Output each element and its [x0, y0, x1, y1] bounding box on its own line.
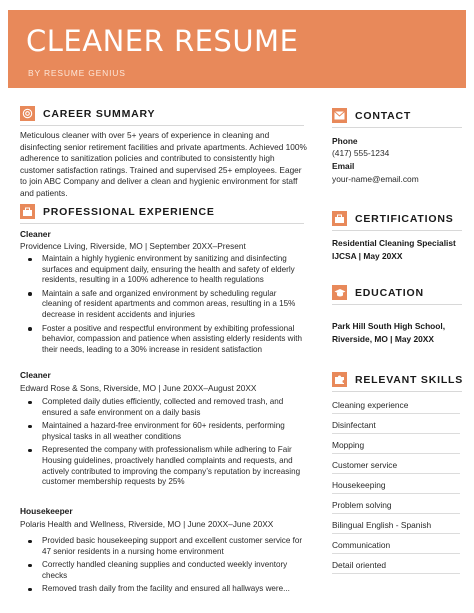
- job-bullets: [20, 536, 306, 598]
- job-title: Cleaner: [20, 370, 51, 380]
- envelope-icon: [332, 108, 347, 123]
- skill-divider: [332, 453, 460, 454]
- divider: [332, 391, 462, 392]
- skill-divider: [332, 413, 460, 414]
- skill-divider: [332, 493, 460, 494]
- skill-divider: [332, 553, 460, 554]
- phone-value: (417) 555-1234: [332, 148, 390, 158]
- divider: [20, 125, 304, 126]
- education-heading: [332, 285, 424, 300]
- education-title: EDUCATION: [355, 286, 424, 299]
- list-item: Removed trash daily from the facility and ensured all hallways were...: [20, 584, 306, 595]
- job-meta: Polaris Health and Wellness, Riverside, MO | June 20XX–June 20XX: [20, 519, 274, 529]
- certifications-title: CERTIFICATIONS: [355, 212, 454, 225]
- resume-header: [8, 10, 466, 88]
- divider: [332, 230, 462, 231]
- email-label: Email: [332, 161, 355, 171]
- skill-divider: [332, 513, 460, 514]
- skill-divider: [332, 473, 460, 474]
- skills-title: RELEVANT SKILLS: [355, 373, 464, 386]
- job-bullets: [20, 254, 306, 358]
- puzzle-icon: [332, 372, 347, 387]
- contact-heading: [332, 108, 411, 123]
- job-title: Housekeeper: [20, 506, 73, 516]
- career-summary-heading: [20, 106, 155, 121]
- resume-subtitle: BY RESUME GENIUS: [28, 68, 126, 78]
- divider: [20, 223, 304, 224]
- email-value: your-name@email.com: [332, 174, 419, 184]
- divider: [332, 127, 462, 128]
- list-item: Provided basic housekeeping support and excellent customer service for 47 senior residents in a nursing home environment: [20, 536, 306, 557]
- job-bullets: [20, 397, 306, 491]
- list-item: Represented the company with professionalism while adhering to Fair Housing guidelines, proactively handled complaints and requests, and actively contributed to improving the company’s reputation by increasing customer membership requests by 25%: [20, 445, 306, 487]
- list-item: Correctly handled cleaning supplies and conducted weekly inventory checks: [20, 560, 306, 581]
- briefcase-icon: [332, 211, 347, 226]
- skill-divider: [332, 573, 460, 574]
- skill-item: Cleaning experience: [332, 400, 409, 410]
- skill-item: Detail oriented: [332, 560, 387, 570]
- career-summary-text: Meticulous cleaner with over 5+ years of experience in cleaning and disinfecting senior retirement facilities and private apartments. Achieved 100% adherence to sanitization policies and contributed to consistently high customer satisfaction ratings. Trained and supervised 25+ employees. Eager to join ABC Company and deliver a clean and hygienic environment for staff and patients.: [20, 130, 307, 198]
- resume-title: CLEANER RESUME: [26, 24, 299, 58]
- certification-item: Residential Cleaning Specialist IJCSA | May 20XX: [332, 238, 456, 261]
- list-item: Maintain a safe and organized environment by scheduling regular cleaning of resident apartments and common areas, resulting in a 15% decrease in resident accidents and injuries: [20, 289, 306, 321]
- job-meta: Providence Living, Riverside, MO | September 20XX–Present: [20, 241, 246, 251]
- divider: [332, 304, 462, 305]
- graduation-cap-icon: [332, 285, 347, 300]
- experience-title: PROFESSIONAL EXPERIENCE: [43, 205, 215, 218]
- job-title: Cleaner: [20, 229, 51, 239]
- job-meta: Edward Rose & Sons, Riverside, MO | June 20XX–August 20XX: [20, 383, 257, 393]
- list-item: Foster a positive and respectful environment by exhibiting professional behavior, compassion and patience when assisting elderly residents with their needs, leading to a 30% increase in resident satisfaction: [20, 324, 306, 356]
- skill-divider: [332, 433, 460, 434]
- briefcase-icon: [20, 204, 35, 219]
- skill-item: Communication: [332, 540, 391, 550]
- skill-divider: [332, 533, 460, 534]
- skills-heading: [332, 372, 463, 387]
- skill-item: Problem solving: [332, 500, 392, 510]
- list-item: Completed daily duties efficiently, collected and removed trash, and ensured a safe environment on a daily basis: [20, 397, 306, 418]
- experience-heading: [20, 204, 215, 219]
- education-item: Park Hill South High School, Riverside, MO | May 20XX: [332, 321, 446, 344]
- career-summary-title: CAREER SUMMARY: [43, 107, 156, 120]
- list-item: Maintained a hazard-free environment for 60+ residents, performing physical tasks in all weather conditions: [20, 421, 306, 442]
- list-item: Maintain a highly hygienic environment by sanitizing and disinfecting surfaces and equipment daily, ensuring the health and safety of elderly residents, resulting in a 100% adherence to health regulations: [20, 254, 306, 286]
- skill-item: Bilingual English - Spanish: [332, 520, 432, 530]
- skill-item: Disinfectant: [332, 420, 376, 430]
- skill-item: Mopping: [332, 440, 365, 450]
- skill-item: Customer service: [332, 460, 398, 470]
- phone-label: Phone: [332, 136, 358, 146]
- target-icon: [20, 106, 35, 121]
- skill-item: Housekeeping: [332, 480, 386, 490]
- certifications-heading: [332, 211, 454, 226]
- contact-title: CONTACT: [355, 109, 412, 122]
